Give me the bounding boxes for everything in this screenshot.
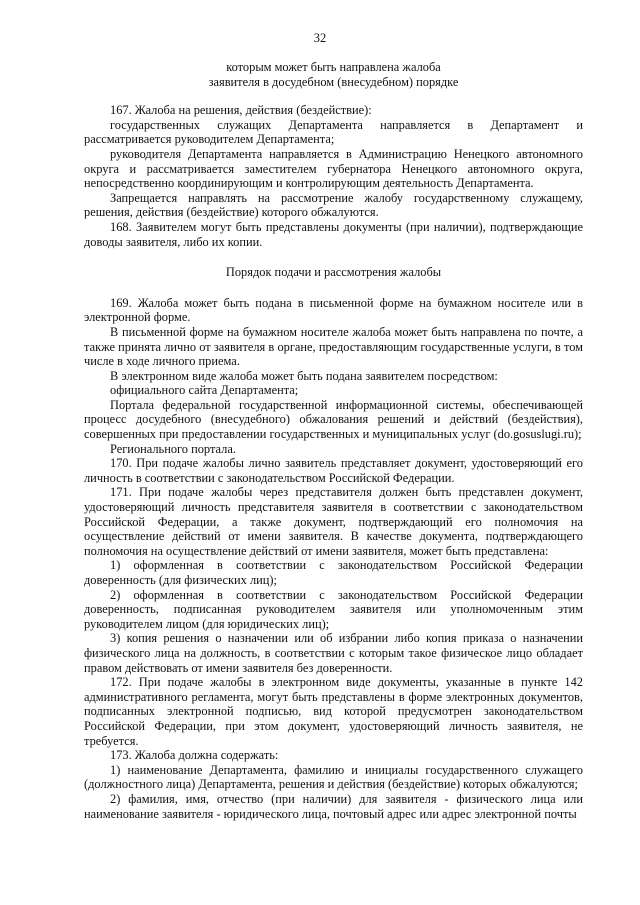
- list-item: Регионального портала.: [110, 441, 236, 456]
- paragraph-172: 172. При подаче жалобы в электронном виде документы, указанные в пункте 142 административного регламента, могут быть представлены в форме электронных документов, подписанных электронной подписью, вид которой предусмотрен законодательством Российской Федерации, при этом документ, удостоверяющий личность заявителя, не требуется.: [84, 675, 583, 748]
- section-title: Порядок подачи и рассмотрения жалобы: [225, 265, 442, 280]
- paragraph-171: 171. При подаче жалобы через представителя должен быть представлен документ, удостоверяющий личность представителя заявителя в соответствии с законодательством Российской Федерации, а также документ, подтверждающий его полномочия на осуществление действий от имени заявителя. В качестве документа, подтверждающего полномочия на осуществление действий от имени заявителя, может быть представлена:: [84, 485, 583, 558]
- list-item: 2) фамилия, имя, отчество (при наличии) для заявителя - физического лица или наименование заявителя - юридического лица, почтовый адрес или адрес электронной почты: [84, 791, 583, 821]
- page-number: 32: [313, 31, 327, 45]
- document-body: [84, 60, 583, 821]
- paragraph: государственных служащих Департамента направляется в Департамент и рассматривается руководителем Департамента;: [84, 117, 583, 147]
- paragraph-167: 167. Жалоба на решения, действия (бездействие):: [110, 103, 372, 118]
- paragraph-168: 168. Заявителем могут быть представлены документы (при наличии), подтверждающие доводы заявителя, либо их копии.: [84, 219, 583, 249]
- list-item: 3) копия решения о назначении или об избрании либо копия приказа о назначении физического лица на должность, в соответствии с которым такое физическое лицо обладает правом действовать от имени заявителя без доверенности.: [84, 631, 583, 675]
- paragraph: руководителя Департамента направляется в Администрацию Ненецкого автономного округа и рассматривается заместителем губернатора Ненецкого автономного округа, непосредственно координирующим и контролирующим деятельность Департамента.: [84, 146, 583, 191]
- list-item: официального сайта Департамента;: [110, 383, 299, 398]
- paragraph-169: 169. Жалоба может быть подана в письменной форме на бумажном носителе или в электронной форме.: [84, 295, 583, 325]
- paragraph: Запрещается направлять на рассмотрение жалобу государственному служащему, решения, действия (бездействие) которого обжалуются.: [84, 190, 583, 220]
- paragraph: В электронном виде жалоба может быть подана заявителем посредством:: [110, 368, 498, 383]
- list-item: 2) оформленная в соответствии с законодательством Российской Федерации доверенность, подписанная руководителем заявителя или уполномоченным этим руководителем лицом (для юридических лиц);: [84, 587, 583, 631]
- list-item: Портала федеральной государственной информационной системы, обеспечивающей процесс досудебного (внесудебного) обжалования решений и действий (бездействия), совершенных при предоставлении государственных и муниципальных услуг (do.gosuslugi.ru);: [84, 397, 583, 442]
- paragraph-170: 170. При подаче жалобы лично заявитель представляет документ, удостоверяющий его личность в соответствии с законодательством Российской Федерации.: [84, 456, 583, 485]
- paragraph-173: 173. Жалоба должна содержать:: [110, 748, 279, 763]
- heading-line-2: заявителя в досудебном (внесудебном) порядке: [208, 74, 459, 89]
- heading-line-1: которым может быть направлена жалоба: [226, 60, 441, 74]
- list-item: 1) наименование Департамента, фамилию и инициалы государственного служащего (должностного лица) Департамента, решения и действия (бездействие) которых обжалуются;: [84, 762, 583, 792]
- list-item: 1) оформленная в соответствии с законодательством Российской Федерации доверенность (для физических лиц);: [84, 558, 583, 587]
- paragraph: В письменной форме на бумажном носителе жалоба может быть направлена по почте, а также принята лично от заявителя в органе, предоставляющим государственные услуги, в том числе в ходе личного приема.: [84, 324, 583, 369]
